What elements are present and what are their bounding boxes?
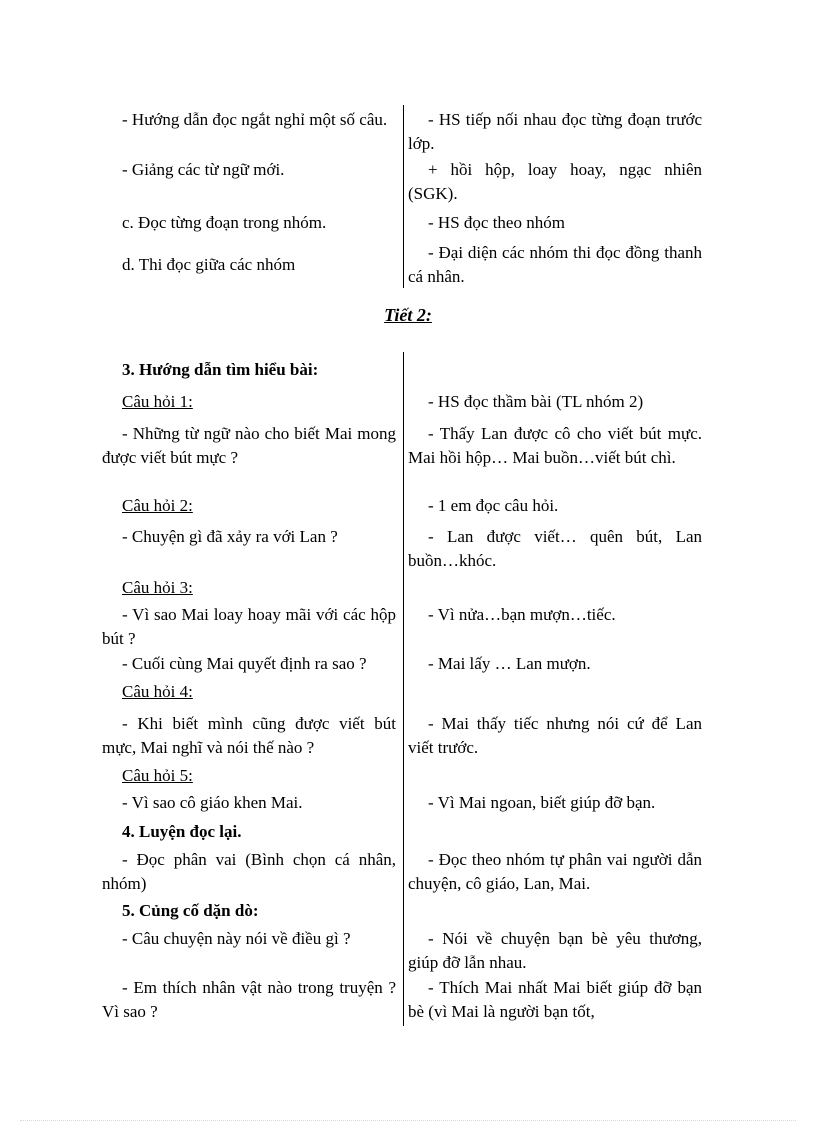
column-divider	[403, 105, 404, 288]
teacher-activity: - Giảng các từ ngữ mới.	[122, 160, 285, 179]
teacher-activity: - Em thích nhân vật nào trong truyện ? Vì sao ?	[102, 978, 396, 1021]
student-activity: - Nói về chuyện bạn bè yêu thương, giúp đỡ lẫn nhau.	[408, 929, 702, 972]
student-activity: - Đại diện các nhóm thi đọc đồng thanh cá nhân.	[408, 243, 702, 286]
question-label: Câu hỏi 1:	[122, 392, 193, 411]
question-label: Câu hỏi 4:	[122, 682, 193, 701]
teacher-activity: - Những từ ngữ nào cho biết Mai mong được viết bút mực ?	[102, 424, 396, 467]
student-activity: - Thấy Lan được cô cho viết bút mực. Mai hồi hộp… Mai buồn…viết bút chì.	[408, 424, 702, 467]
section-heading: 4. Luyện đọc lại.	[122, 822, 242, 841]
student-activity: - HS đọc thầm bài (TL nhóm 2)	[428, 392, 644, 411]
student-activity: - Lan được viết… quên bút, Lan buồn…khóc.	[408, 527, 702, 570]
student-activity: - Mai lấy … Lan mượn.	[428, 654, 591, 673]
question-label: Câu hỏi 3:	[122, 578, 193, 597]
teacher-activity: - Chuyện gì đã xảy ra với Lan ?	[122, 527, 338, 546]
teacher-activity: - Cuối cùng Mai quyết định ra sao ?	[122, 654, 367, 673]
section-heading: 3. Hướng dẫn tìm hiểu bài:	[122, 360, 319, 379]
student-activity: - Đọc theo nhóm tự phân vai người dẫn chuyện, cô giáo, Lan, Mai.	[408, 850, 702, 893]
section-title: Tiết 2:	[384, 305, 432, 325]
column-divider	[403, 352, 404, 1026]
section-heading: 5. Củng cố dặn dò:	[122, 901, 259, 920]
teacher-activity: - Hướng dẫn đọc ngắt nghỉ một số câu.	[122, 110, 388, 129]
page-bottom-border	[20, 1120, 796, 1121]
teacher-activity: - Câu chuyện này nói về điều gì ?	[122, 929, 351, 948]
student-activity: + hồi hộp, loay hoay, ngạc nhiên (SGK).	[408, 160, 702, 203]
teacher-activity: - Vì sao Mai loay hoay mãi với các hộp bút ?	[102, 605, 396, 648]
teacher-activity: d. Thi đọc giữa các nhóm	[122, 255, 296, 274]
teacher-activity: - Khi biết mình cũng được viết bút mực, Mai nghĩ và nói thế nào ?	[102, 714, 396, 757]
question-label: Câu hỏi 5:	[122, 766, 193, 785]
student-activity: - Vì nửa…bạn mượn…tiếc.	[428, 605, 616, 624]
student-activity: - HS đọc theo nhóm	[428, 213, 565, 232]
teacher-activity: - Vì sao cô giáo khen Mai.	[122, 793, 303, 812]
student-activity: - Vì Mai ngoan, biết giúp đỡ bạn.	[428, 793, 656, 812]
teacher-activity: c. Đọc từng đoạn trong nhóm.	[122, 213, 327, 232]
student-activity: - Mai thấy tiếc nhưng nói cứ để Lan viết trước.	[408, 714, 702, 757]
student-activity: - 1 em đọc câu hỏi.	[428, 496, 559, 515]
student-activity: - HS tiếp nối nhau đọc từng đoạn trước lớp.	[408, 110, 702, 153]
question-label: Câu hỏi 2:	[122, 496, 193, 515]
student-activity: - Thích Mai nhất Mai biết giúp đỡ bạn bè (vì Mai là người bạn tốt,	[408, 978, 702, 1021]
teacher-activity: - Đọc phân vai (Bình chọn cá nhân, nhóm)	[102, 850, 396, 893]
